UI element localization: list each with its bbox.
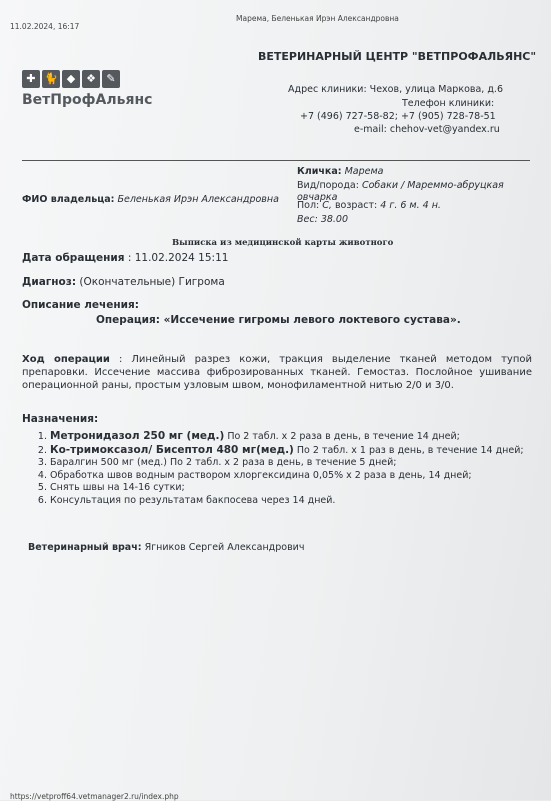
clinic-address: Адрес клиники: Чехов, улица Маркова, д.6 <box>288 84 503 95</box>
list-item: 3. Баралгин 500 мг (мед.) По 2 табл. х 2 раза в день, в течение 5 дней; <box>50 457 551 470</box>
diagnosis-value: (Окончательные) Гигрома <box>79 276 225 288</box>
doctor-label: Ветеринарный врач: <box>28 542 142 553</box>
print-url: https://vetproff64.vetmanager2.ru/index.php <box>10 792 179 801</box>
phone-label: Телефон клиники: <box>402 98 495 109</box>
owner-label: ФИО владельца: <box>22 194 115 205</box>
prescriptions-list <box>22 430 551 507</box>
diagnosis-label: Диагноз: <box>22 276 77 288</box>
cross-icon: ✚ <box>22 70 40 88</box>
treatment-heading: Описание лечения: <box>22 299 139 311</box>
nickname-value: Марема <box>344 166 384 177</box>
species-value: Собаки / Мареммо-абруцкая <box>361 180 504 191</box>
cat-icon: 🐈 <box>42 70 60 88</box>
paw-icon: ❖ <box>82 70 100 88</box>
sex-label: Пол: <box>297 200 320 211</box>
visit-date-value: : 11.02.2024 15:11 <box>127 252 229 264</box>
print-datetime: 11.02.2024, 16:17 <box>10 22 80 31</box>
list-item: 1. Метронидазол 250 мг (мед.) По 2 табл. х 2 раза в день, в течение 14 дней; <box>50 430 551 444</box>
header-divider <box>22 160 530 161</box>
pet-sex-age <box>297 200 441 211</box>
list-item: 5. Снять швы на 14-16 сутки; <box>50 482 551 495</box>
fish-icon: ◆ <box>62 70 80 88</box>
sex-value: С, <box>322 200 332 211</box>
weight-value: 38.00 <box>320 214 349 225</box>
species-label: Вид/порода: <box>297 180 359 191</box>
pet-species <box>297 180 504 191</box>
list-item: 6. Консультация по результатам бакпосева через 14 дней. <box>50 495 551 508</box>
age-label: возраст: <box>334 200 378 211</box>
owner-line <box>22 194 279 205</box>
visit-date-line <box>22 252 228 264</box>
age-value: 4 г. 6 м. 4 н. <box>380 200 441 211</box>
print-page-title: Марема, Беленькая Ирэн Александровна <box>236 14 399 23</box>
doctor-line <box>28 542 304 553</box>
operation-title: Операция: «Иссечение гигромы левого локтевого сустава». <box>96 314 461 326</box>
weight-label: Вес: <box>297 214 318 225</box>
doctor-name: Ягников Сергей Александрович <box>144 542 305 553</box>
pet-weight <box>297 214 348 225</box>
owner-name: Беленькая Ирэн Александровна <box>117 194 279 205</box>
logo-wordmark: ВетПрофАльянс <box>22 92 153 108</box>
course-text: : Линейный разрез кожи, тракция выделение тканей методом тупой препаровки. Иссечение массива фиброзированных тканей. Гемостаз. Послойное ушивание операционной раны, простым узловым швом, монофиламентной нитью 2/0 и 3/0. <box>22 354 532 391</box>
visit-date-label: Дата обращения <box>22 252 125 264</box>
operation-course <box>22 353 532 392</box>
diagnosis-line <box>22 276 225 288</box>
list-item: 2. Ко-тримоксазол/ Бисептол 480 мг(мед.) По 2 табл. х 1 раз в день, в течение 14 дней; <box>50 444 551 458</box>
species-value-cont: овчарка <box>297 192 338 203</box>
prescriptions-heading: Назначения: <box>22 413 99 425</box>
clinic-logo <box>22 70 120 88</box>
syringe-icon: ✎ <box>102 70 120 88</box>
extract-title: Выписка из медицинской карты животного <box>172 238 394 248</box>
clinic-name: ВЕТЕРИНАРНЫЙ ЦЕНТР "ВЕТПРОФАЛЬЯНС" <box>258 50 537 63</box>
clinic-email: e-mail: chehov-vet@yandex.ru <box>354 124 500 135</box>
pet-nickname <box>297 166 383 177</box>
list-item: 4. Обработка швов водным раствором хлоргексидина 0,05% х 2 раза в день, 14 дней; <box>50 470 551 483</box>
course-label: Ход операции <box>22 354 110 365</box>
nickname-label: Кличка: <box>297 166 342 177</box>
clinic-phones: +7 (496) 727-58-82; +7 (905) 728-78-51 <box>300 111 496 122</box>
